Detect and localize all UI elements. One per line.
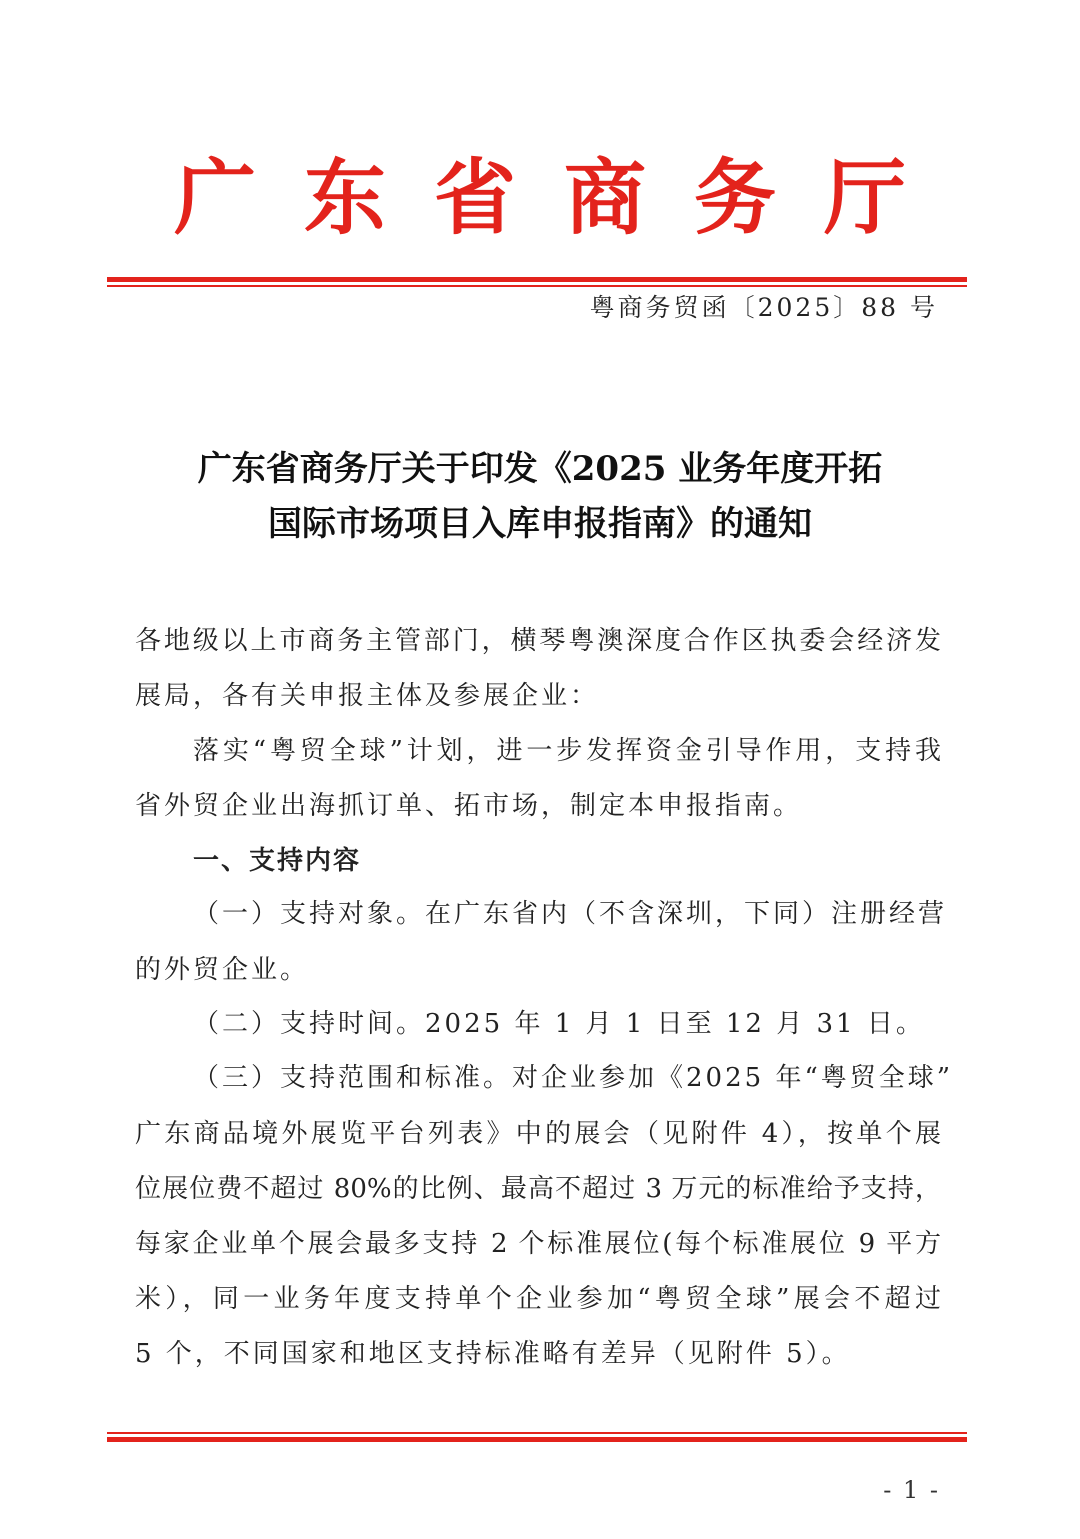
bottom-red-rule-thin xyxy=(107,1432,967,1434)
item-1-text: 在广东省内（不含深圳，下同）注册经营 xyxy=(425,899,948,929)
section-heading-1: 一、支持内容 xyxy=(193,846,362,876)
item-3-line-3: 位展位费不超过 80%的比例、最高不超过 3 万元的标准给予支持， xyxy=(135,1174,941,1204)
intro-line-2: 省外贸企业出海抓订单、拓市场，制定本申报指南。 xyxy=(135,791,803,821)
addressee-line-2: 展局，各有关申报主体及参展企业： xyxy=(135,681,600,711)
page-number: - 1 - xyxy=(883,1476,940,1504)
item-3-line-5: 米），同一业务年度支持单个企业参加“粤贸全球”展会不超过 xyxy=(135,1284,941,1314)
title-line-1: 广东省商务厅关于印发《2025 业务年度开拓 xyxy=(197,449,883,489)
document-body xyxy=(135,0,954,1400)
item-1-line-1 xyxy=(193,893,947,930)
item-3-text-1: 对企业参加《2025 年“粤贸全球” xyxy=(512,1063,954,1093)
item-3-line-1 xyxy=(193,1057,953,1094)
item-2-line xyxy=(193,1003,925,1040)
item-1-label: （一）支持对象。 xyxy=(193,899,426,929)
item-2-text: 2025 年 1 月 1 日至 12 月 31 日。 xyxy=(425,1009,925,1039)
title-line-2: 国际市场项目入库申报指南》的通知 xyxy=(268,504,812,544)
addressee-line-1: 各地级以上市商务主管部门，横琴粤澳深度合作区执委会经济发 xyxy=(135,626,941,656)
item-1-line-2: 的外贸企业。 xyxy=(135,955,310,985)
item-3-line-4: 每家企业单个展会最多支持 2 个标准展位(每个标准展位 9 平方 xyxy=(135,1229,941,1259)
item-3-label: （三）支持范围和标准。 xyxy=(193,1063,513,1093)
item-3-line-6: 5 个，不同国家和地区支持标准略有差异（见附件 5）。 xyxy=(135,1339,851,1369)
document-number: 粤商务贸函〔2025〕88 号 xyxy=(589,293,938,322)
item-3-line-2: 广东商品境外展览平台列表》中的展会（见附件 4），按单个展 xyxy=(135,1119,941,1149)
bottom-red-rule-thick xyxy=(107,1437,967,1442)
intro-line-1: 落实“粤贸全球”计划，进一步发挥资金引导作用，支持我 xyxy=(193,736,941,766)
issuer-name: 广东省商务厅 xyxy=(173,150,954,246)
item-2-label: （二）支持时间。 xyxy=(193,1009,426,1039)
